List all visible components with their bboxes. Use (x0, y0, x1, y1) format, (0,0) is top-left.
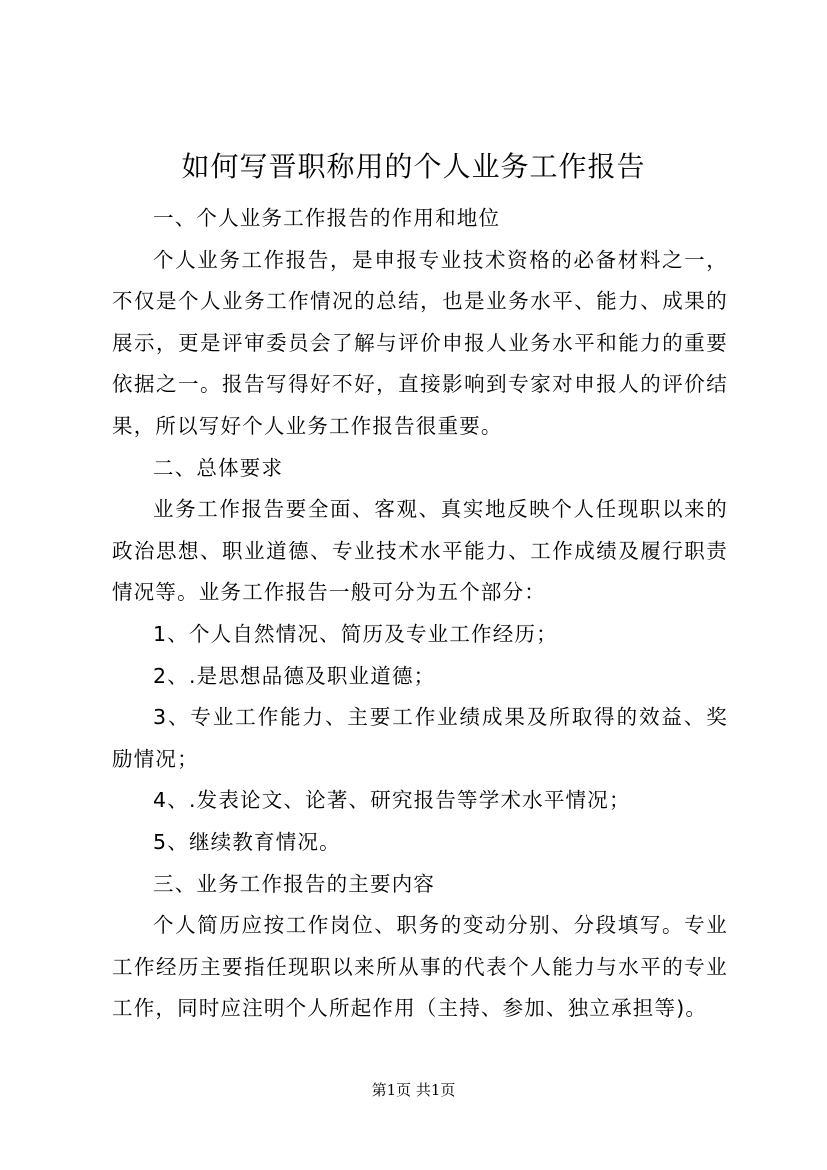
section-heading-2: 二、总体要求 (153, 455, 284, 480)
list-item: 2、.是思想品德及职业道德； (153, 663, 436, 688)
list-item: 5、继续教育情况。 (153, 829, 341, 854)
paragraph: 个人简历应按工作岗位、职务的变动分别、分段填写。专业工作经历主要指任现职以来所从事的代表个人能力与水平的专业工作，同时应注明个人所起作用（主持、参加、独立承担等)。 (112, 913, 728, 1021)
page-footer: 第1页 共1页 (371, 1081, 456, 1099)
document-body (112, 198, 728, 1030)
section-heading-3: 三、业务工作报告的主要内容 (153, 871, 436, 896)
document-title: 如何写晋职称用的个人业务工作报告 (181, 150, 646, 183)
list-item: 1、个人自然情况、简历及专业工作经历； (153, 621, 558, 646)
paragraph: 业务工作报告要全面、客观、真实地反映个人任现职以来的政治思想、职业道德、专业技术水平能力、工作成绩及履行职责情况等。业务工作报告一般可分为五个部分： (112, 497, 728, 605)
section-heading-1: 一、个人业务工作报告的作用和地位 (153, 206, 501, 230)
list-item: 4、.发表论文、论著、研究报告等学术水平情况； (153, 788, 631, 813)
paragraph: 个人业务工作报告，是申报专业技术资格的必备材料之一，不仅是个人业务工作情况的总结，也是业务水平、能力、成果的展示，更是评审委员会了解与评价申报人业务水平和能力的重要依据之一。报告写得好不好，直接影响到专家对申报人的评价结果，所以写好个人业务工作报告很重要。 (112, 247, 728, 438)
list-item: 3、专业工作能力、主要工作业绩成果及所取得的效益、奖励情况； (112, 705, 728, 771)
